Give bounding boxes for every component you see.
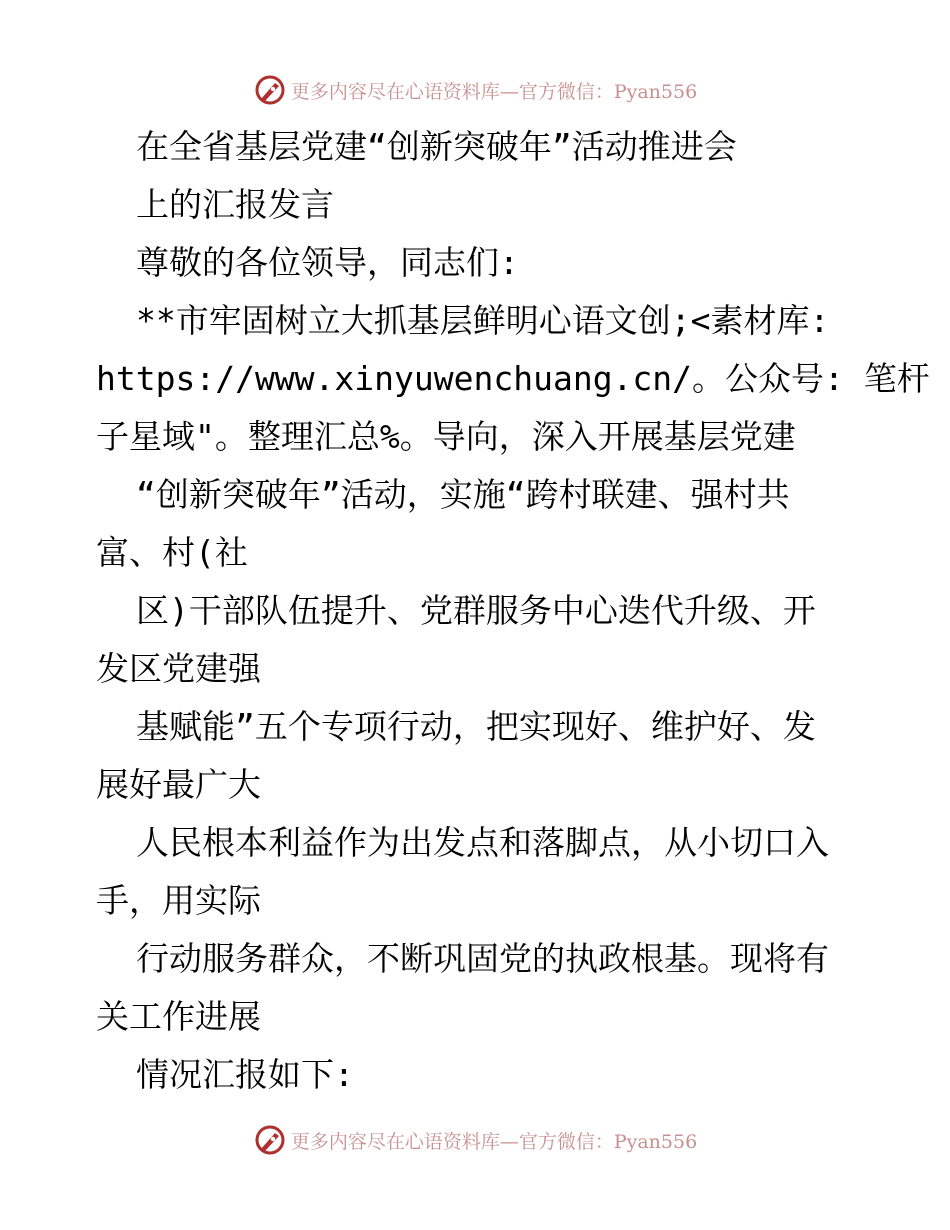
document-line: 基赋能”五个专项行动，把实现好、维护好、发 [136,707,816,746]
pen-circle-logo-icon [253,1123,287,1157]
header-watermark [0,70,950,110]
document-line: 手，用实际 [96,881,261,920]
footer-watermark [0,1120,950,1160]
document-line: 在全省基层党建“创新突破年”活动推进会 [136,127,737,166]
document-line: 上的汇报发言 [136,185,334,224]
document-line: 关工作进展 [96,997,261,1036]
document-line: 富、村(社 [96,533,248,572]
document-body [96,118,930,1104]
pen-circle-logo-icon [253,73,287,107]
watermark-text: 更多内容尽在心语资料库—官方微信：Pyan556 [290,80,698,103]
document-line: 情况汇报如下: [136,1055,354,1094]
document-line: 展好最广大 [96,765,261,804]
document-line: 行动服务群众，不断巩固党的执政根基。现将有 [136,939,829,978]
document-line: 尊敬的各位领导，同志们: [136,243,519,282]
document-line: 区)干部队伍提升、党群服务中心迭代升级、开 [136,591,816,630]
document-line: **市牢固树立大抓基层鲜明心语文创;<素材库: [136,301,830,340]
document-line: “创新突破年”活动，实施“跨村联建、强村共 [136,475,790,514]
document-line: 发区党建强 [96,649,261,688]
watermark-text: 更多内容尽在心语资料库—官方微信：Pyan556 [290,1130,698,1153]
document-line: 人民根本利益作为出发点和落脚点，从小切口入 [136,823,829,862]
document-line: 子星域"。整理汇总%。导向，深入开展基层党建 [96,417,796,456]
document-line: https://www.xinyuwenchuang.cn/。公众号: 笔杆 [96,359,930,398]
